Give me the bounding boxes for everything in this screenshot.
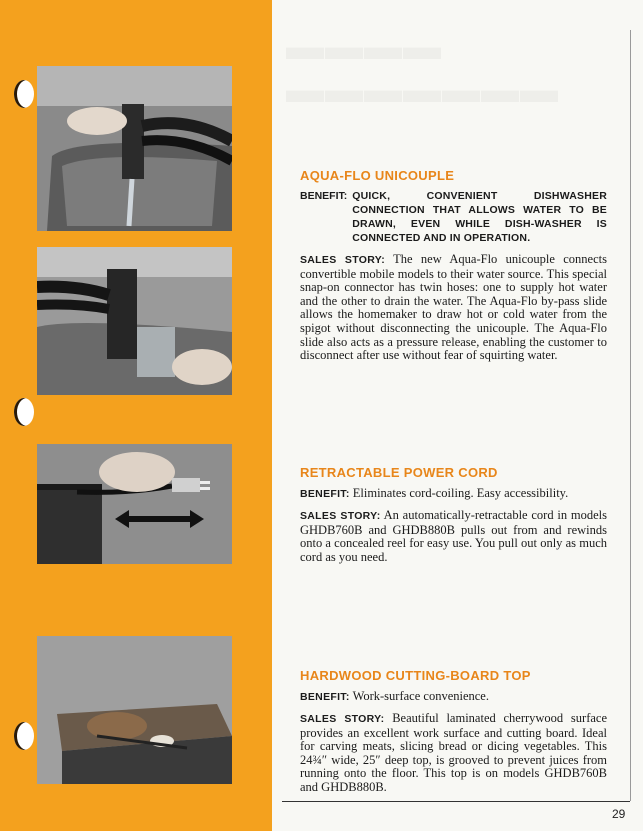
benefit-line [300, 189, 607, 245]
sales-story-text: The new Aqua-Flo unicouple connects convertible mobile models to their water source. This special snap-on connector has twin hoses: one to supply hot water and the other to drain the water. The Aqua-Flo by-pass slide allows the homemaker to draw hot or cold water from the spigot without disconnecting the unicouple. The Aqua-Flo slide also acts as a pressure release, enabling the customer to disconnect after use without fear of squirting water. [300, 252, 607, 363]
sales-story-text: An automatically-retractable cord in models GHDB760B and GHDB880B pulls out from and rewinds onto a concealed reel for easy use. You pull out only as much cord as you need. [300, 508, 608, 564]
binder-hole [14, 80, 34, 108]
sales-story-label: SALES STORY: [300, 713, 385, 725]
sales-story [300, 509, 607, 564]
photo-unicouple-sink [37, 66, 232, 231]
benefit-line [300, 486, 607, 501]
section-cutting-board [300, 668, 607, 795]
section-power-cord [300, 465, 607, 564]
sales-story-label: SALES STORY: [300, 254, 386, 266]
binder-hole [14, 398, 34, 426]
benefit-text: Work-surface convenience. [352, 689, 489, 703]
benefit-line [300, 689, 607, 704]
section-heading: HARDWOOD CUTTING-BOARD TOP [300, 668, 531, 683]
photo-power-cord [37, 444, 232, 564]
photo-unicouple-glass [37, 247, 232, 395]
benefit-label: BENEFIT: [300, 488, 350, 500]
binder-hole [14, 722, 34, 750]
benefit-text: Eliminates cord-coiling. Easy accessibility. [352, 486, 569, 500]
benefit-label: BENEFIT: [300, 190, 348, 202]
column-rule [630, 30, 631, 801]
sales-story-label: SALES STORY: [300, 510, 381, 522]
benefit-label: BENEFIT: [300, 691, 350, 703]
footer-rule [282, 801, 630, 802]
section-aqua-flo [300, 168, 607, 363]
sales-story-text: Beautiful laminated cherrywood surface provides an excellent work surface and cutting board. Ideal for carving meats, slicing bread or dicing vegetables. This 24¾″ wide, 25″ deep top, is grooved to prevent juices from running onto the floor. This top is on models GHDB760B and GHDB880B. [300, 711, 607, 794]
show-through-text: ▬▬▬▬ ▬▬▬▬▬▬▬ [286, 26, 559, 111]
photo-cutting-board [37, 636, 232, 784]
sales-story [300, 253, 607, 363]
page-number: 29 [612, 807, 626, 821]
section-heading: AQUA-FLO UNICOUPLE [300, 168, 455, 183]
section-heading: RETRACTABLE POWER CORD [300, 465, 498, 480]
sales-story [300, 712, 607, 795]
benefit-text: QUICK, CONVENIENT DISHWASHER CONNECTION THAT ALLOWS WATER TO BE DRAWN, EVEN WHILE DISH-WASHER IS CONNECTED AND IN OPERATION. [352, 190, 607, 244]
